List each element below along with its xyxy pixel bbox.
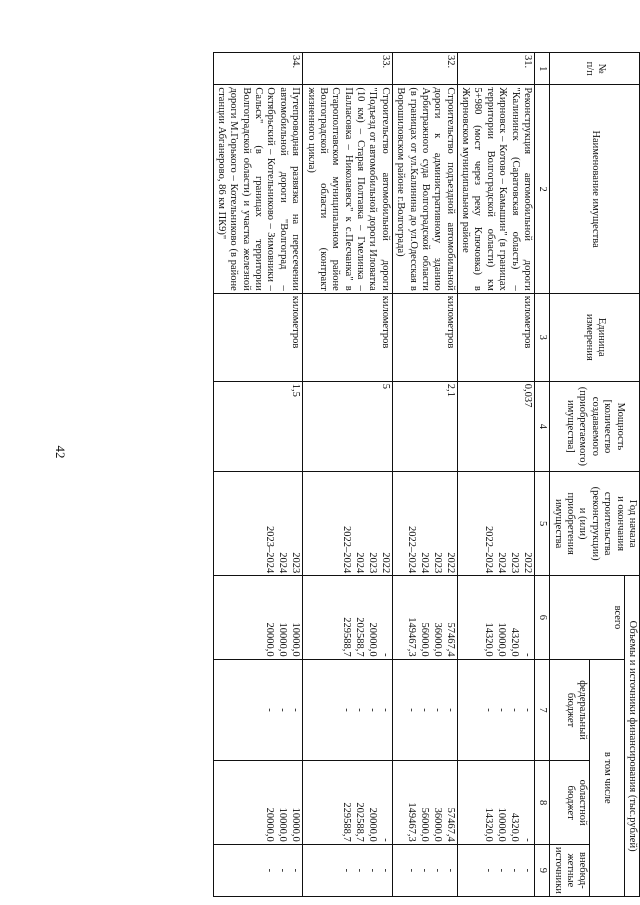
row-years-value: 2022–2024 <box>483 525 494 574</box>
row-regional-value: 20000,0 <box>366 807 378 842</box>
row-total-value: - <box>379 653 391 657</box>
row-regional-value: 10000,0 <box>277 807 289 842</box>
row-years-value: 2023 <box>509 552 520 574</box>
row-total <box>457 576 534 659</box>
row-total-value: 149467,3 <box>405 617 417 657</box>
row-regional <box>213 761 303 844</box>
row-total-value: 202588,7 <box>353 617 365 657</box>
row-extra-value: - <box>290 868 302 873</box>
row-extra-value: - <box>264 868 276 873</box>
row-regional <box>392 761 457 844</box>
column-number: 9 <box>535 844 550 896</box>
row-federal-value: - <box>340 708 352 712</box>
row-regional-value: - <box>379 838 391 842</box>
row-extra-value: - <box>444 868 456 873</box>
row-capacity: 2,1 <box>392 381 457 471</box>
row-extra-value: - <box>405 868 417 873</box>
row-extra-value: - <box>379 868 391 873</box>
row-unit: километров <box>457 293 534 381</box>
row-total-value: 36000,0 <box>431 622 443 657</box>
row-regional-value: 57467,4 <box>444 807 456 842</box>
row-index: 32. <box>392 53 457 85</box>
column-number: 1 <box>535 53 550 85</box>
column-number: 7 <box>535 659 550 761</box>
header-years: Год начала и окончания строительства (реконструкции) и (или) приобретения имущества <box>550 472 640 576</box>
row-total <box>392 576 457 659</box>
row-regional-value: 14320,0 <box>483 807 494 842</box>
row-index: 33. <box>303 53 393 85</box>
table-row <box>303 53 393 897</box>
column-number: 6 <box>535 576 550 659</box>
row-regional-value: 229588,7 <box>340 802 352 842</box>
row-years-value: 2024 <box>496 552 507 574</box>
row-unit: километров <box>213 293 303 381</box>
row-federal <box>457 659 534 761</box>
row-federal-value: - <box>405 708 417 712</box>
row-federal-value: - <box>418 708 430 712</box>
row-regional-value: 10000,0 <box>290 807 302 842</box>
column-number-row <box>535 53 550 897</box>
row-federal <box>303 659 393 761</box>
row-regional-value: - <box>522 838 533 842</box>
row-property-name: Строительство подъездной автомобильной дороги к административному зданию Арбитражного суда Волгоградской области (в границах от ул.Калинина до ул.Одесская в Ворошиловском районе г.Волгограда) <box>392 85 457 293</box>
row-years <box>303 472 393 576</box>
row-property-name: Реконструкция автомобильной дороги "Калининск (Саратовская область) – Жирновск – Котово – Камышин" (в границах территории Волгоградской области) км 5+980 (мост через реку Ключовка) в Жирновском муниципальном районе <box>457 85 534 293</box>
row-regional <box>303 761 393 844</box>
row-years-value: 2024 <box>353 552 365 574</box>
table-row <box>213 53 303 897</box>
row-unit: километров <box>303 293 393 381</box>
row-federal-value: - <box>290 708 302 712</box>
row-years-value: 2022–2024 <box>405 525 417 574</box>
row-years <box>457 472 534 576</box>
row-regional-value: 36000,0 <box>431 807 443 842</box>
column-number: 5 <box>535 472 550 576</box>
row-regional-value: 202588,7 <box>353 802 365 842</box>
row-total-value: 229588,7 <box>340 617 352 657</box>
row-federal-value: - <box>277 708 289 712</box>
row-capacity: 0,037 <box>457 381 534 471</box>
row-extra <box>213 844 303 896</box>
row-regional-value: 4320,0 <box>509 812 520 842</box>
header-funding: Объемы и источники финансирования (тыс.рублей) <box>624 576 639 897</box>
column-number: 4 <box>535 381 550 471</box>
column-number: 3 <box>535 293 550 381</box>
row-extra-value: - <box>277 868 289 873</box>
row-regional-value: 10000,0 <box>496 807 507 842</box>
row-extra <box>457 844 534 896</box>
row-total-value: - <box>522 653 533 657</box>
row-federal-value: - <box>496 708 507 712</box>
row-years-value: 2024 <box>277 552 289 574</box>
row-years-value: 2023–2024 <box>264 525 276 574</box>
row-extra <box>392 844 457 896</box>
row-index: 34. <box>213 53 303 85</box>
row-total <box>213 576 303 659</box>
row-total-value: 14320,0 <box>483 622 494 657</box>
row-capacity: 1,5 <box>213 381 303 471</box>
row-federal <box>392 659 457 761</box>
row-extra <box>303 844 393 896</box>
table-row <box>392 53 457 897</box>
header-regional: областной бюджет <box>550 761 590 844</box>
row-years-value: 2022 <box>379 552 391 574</box>
row-federal-value: - <box>483 708 494 712</box>
row-property-name: Путепроводная развязка на пересечении автомобильной дороги "Волгоград – Октябрьский – Котельниково – Зимовники – Сальск" (в границах территории Волгоградской области) и участка железной дороги М.Горького – Котельниково (в районе станции Абганерово, 86 км ПК9)" <box>213 85 303 293</box>
row-years-value: 2023 <box>290 552 302 574</box>
row-federal-value: - <box>431 708 443 712</box>
row-total-value: 10000,0 <box>496 622 507 657</box>
header-including: в том числе <box>590 659 624 896</box>
row-unit: километров <box>392 293 457 381</box>
header-extra-budgetary: внебюд- жетные источники <box>550 844 590 896</box>
row-extra-value: - <box>431 868 443 873</box>
row-index: 31. <box>457 53 534 85</box>
property-financing-table <box>213 52 640 897</box>
row-total-value: 20000,0 <box>366 622 378 657</box>
row-federal-value: - <box>264 708 276 712</box>
row-total-value: 57467,4 <box>444 622 456 657</box>
row-total-value: 20000,0 <box>264 622 276 657</box>
row-extra-value: - <box>353 868 365 873</box>
header-capacity: Мощность [количество создаваемого (приобретаемого) имущества] <box>550 381 640 471</box>
row-extra-value: - <box>509 868 520 873</box>
row-property-name: Строительство автомобильной дороги "Подъезд от автомобильной дороги Иловатка (10 км) – Старая Полтавка – Гмелинка – Палласовка – Николаевск" к с.Песчанка" в Старополтавском муниципальном районе Волгоградской области (контракт жизненного цикла) <box>303 85 393 293</box>
table-row <box>457 53 534 897</box>
row-federal-value: - <box>444 708 456 712</box>
row-years-value: 2023 <box>366 552 378 574</box>
column-number: 2 <box>535 85 550 293</box>
row-total-value: 10000,0 <box>290 622 302 657</box>
row-federal-value: - <box>379 708 391 712</box>
row-federal-value: - <box>353 708 365 712</box>
row-total-value: 10000,0 <box>277 622 289 657</box>
row-extra-value: - <box>340 868 352 873</box>
row-federal <box>213 659 303 761</box>
column-number: 8 <box>535 761 550 844</box>
row-years-value: 2022 <box>522 552 533 574</box>
row-federal-value: - <box>509 708 520 712</box>
row-extra-value: - <box>522 868 533 873</box>
row-total-value: 56000,0 <box>418 622 430 657</box>
header-federal: федеральный бюджет <box>550 659 590 761</box>
row-extra-value: - <box>366 868 378 873</box>
row-regional-value: 149467,3 <box>405 802 417 842</box>
row-regional <box>457 761 534 844</box>
row-extra-value: - <box>483 868 494 873</box>
header-property-name: Наименование имущества <box>550 85 640 293</box>
page-number: 42 <box>53 445 68 459</box>
row-regional-value: 56000,0 <box>418 807 430 842</box>
row-federal-value: - <box>522 708 533 712</box>
row-years-value: 2022 <box>444 552 456 574</box>
row-years <box>392 472 457 576</box>
row-federal-value: - <box>366 708 378 712</box>
row-years <box>213 472 303 576</box>
row-extra-value: - <box>418 868 430 873</box>
financing-table-sheet <box>190 52 640 897</box>
header-total: всего <box>550 576 624 659</box>
header-unit: Единица измерения <box>550 293 640 381</box>
header-number: № п/п <box>550 53 640 85</box>
row-years-value: 2023 <box>431 552 443 574</box>
row-years-value: 2022–2024 <box>340 525 352 574</box>
row-total <box>303 576 393 659</box>
row-regional-value: 20000,0 <box>264 807 276 842</box>
row-total-value: 4320,0 <box>509 627 520 657</box>
row-years-value: 2024 <box>418 552 430 574</box>
row-extra-value: - <box>496 868 507 873</box>
row-capacity: 5 <box>303 381 393 471</box>
